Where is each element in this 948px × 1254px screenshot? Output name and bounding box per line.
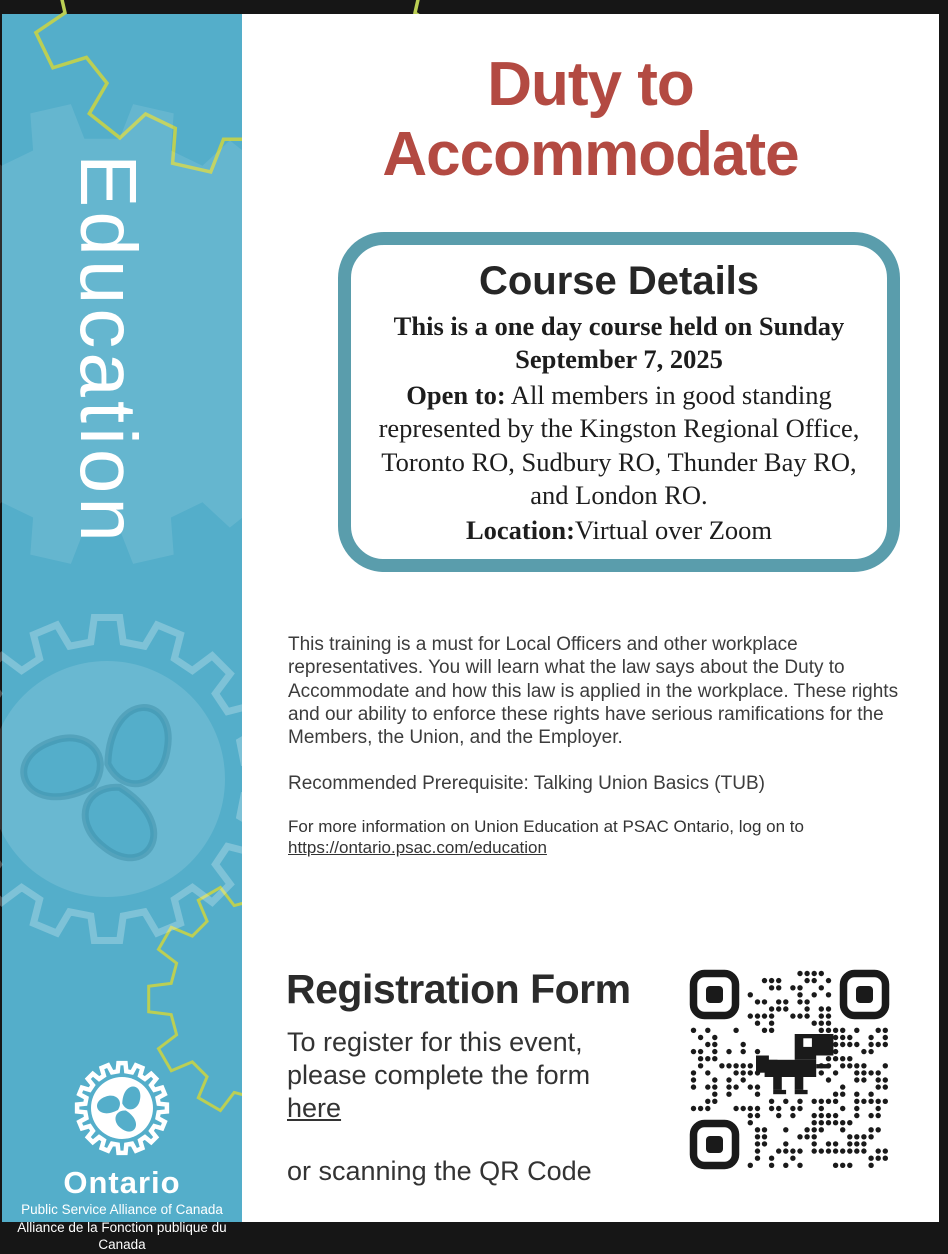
registration-line-1: To register for this event, (287, 1027, 583, 1057)
open-to-label: Open to: (406, 379, 506, 410)
page-title (242, 14, 939, 190)
sidebar-vertical-label: Education (64, 154, 153, 546)
more-info-note (288, 817, 924, 858)
open-to-text: All members in good standing represented by the Kingston Regional Office, Toronto RO, Sudbury RO, Thunder Bay RO, and London RO. (378, 379, 860, 510)
schedule-line-2: September 7, 2025 (515, 344, 723, 375)
education-url-link[interactable]: https://ontario.psac.com/education (288, 837, 547, 857)
title-line-1: Duty to (487, 50, 694, 119)
schedule-line-1: This is a one day course held on Sunday (393, 311, 845, 341)
course-open-to (367, 379, 871, 513)
more-info-text: For more information on Union Education at PSAC Ontario, log on to (288, 817, 804, 836)
paper (2, 14, 939, 1253)
course-schedule (367, 310, 871, 377)
location-text: Virtual over Zoom (574, 515, 773, 546)
course-location (367, 514, 871, 547)
course-details-box (338, 232, 900, 572)
logo-org-name-en: Public Service Alliance of Canada (21, 1202, 223, 1217)
psac-gear-trillium-icon (74, 1060, 170, 1156)
title-line-2: Accommodate (382, 120, 799, 190)
logo-org-name-fr: Alliance de la Fonction publique du Canada (17, 1219, 227, 1253)
main-content (242, 14, 939, 1222)
location-label: Location: (465, 515, 575, 546)
qr-code (690, 970, 890, 1170)
registration-heading: Registration Form (286, 966, 631, 1012)
qr-instruction: or scanning the QR Code (287, 1156, 592, 1186)
registration-form-link[interactable]: here (287, 1093, 342, 1124)
registration-instructions (287, 1026, 687, 1126)
course-description: This training is a must for Local Officers and other workplace representatives. You will learn what the law says about the Duty to Accommodate and how this law is applied in the workplace. These rights and our ability to enforce these rights have serious ramifications for the Members, the Union, and the Employer. (288, 634, 899, 749)
registration-line-2: please complete the form (287, 1060, 591, 1091)
psac-logo-block (2, 1060, 242, 1254)
prerequisite-note: Recommended Prerequisite: Talking Union Basics (TUB) (288, 773, 765, 794)
logo-region-label: Ontario (63, 1165, 181, 1200)
course-details-heading: Course Details (478, 259, 760, 303)
education-sidebar (2, 14, 242, 1253)
